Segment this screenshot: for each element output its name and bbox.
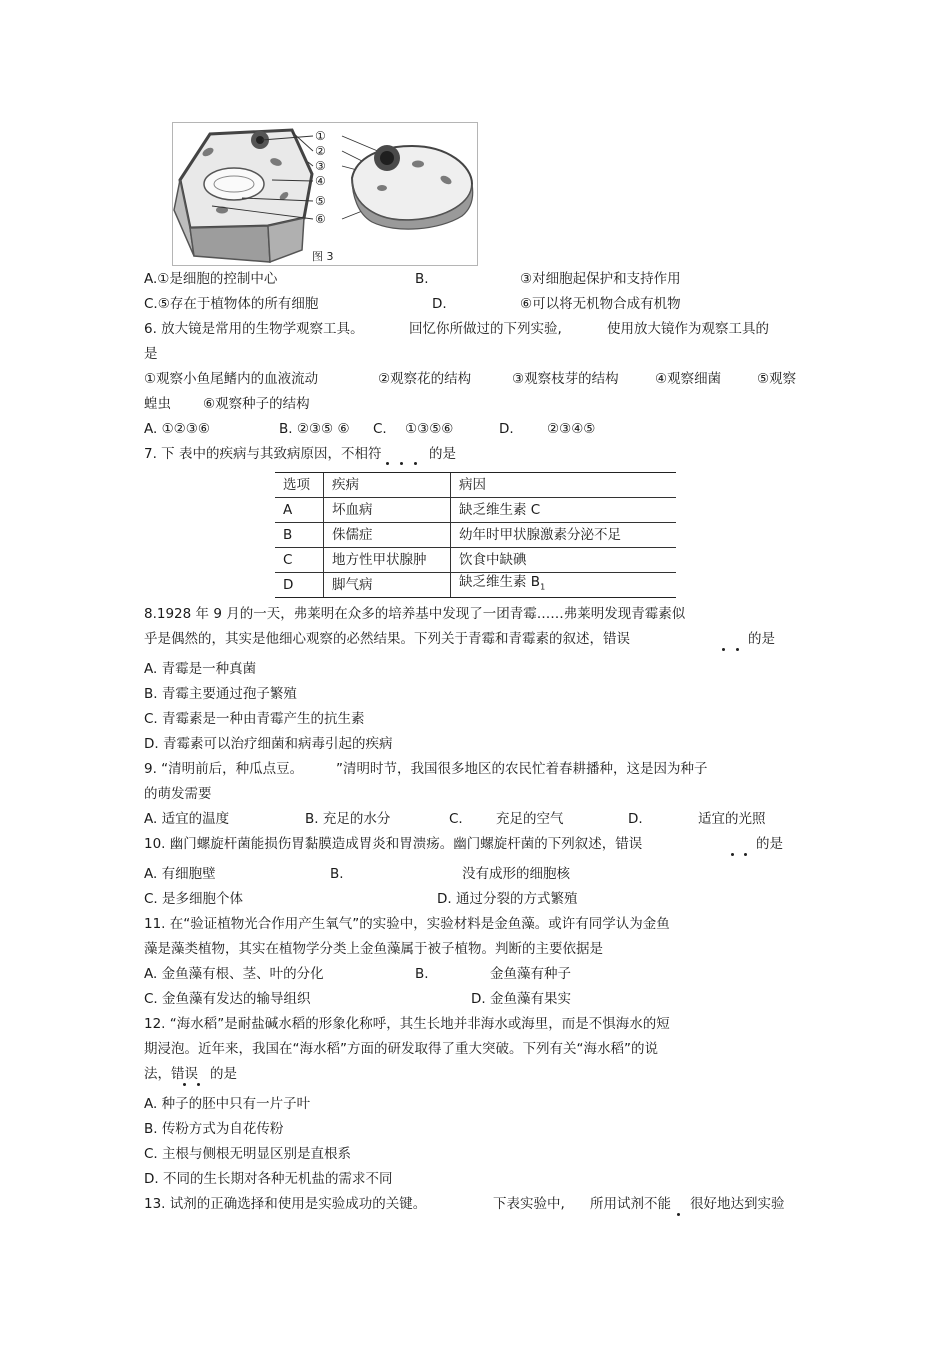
q9-stem-part1: 9. “清明前后，种瓜点豆。: [144, 761, 304, 777]
emphasis-dot: [197, 1083, 200, 1086]
q9-option-b: B. 充足的水分: [305, 811, 391, 827]
disease-cause-table: [275, 472, 676, 598]
q11-stem-line2: 藻是藻类植物，其实在植物学分类上金鱼藻属于被子植物。判断的主要依据是: [144, 941, 603, 957]
emphasis-dot: [386, 462, 389, 465]
table-row: [275, 548, 676, 573]
row-cause: 饮食中缺碘: [451, 548, 677, 573]
emphasis-dot: [744, 853, 747, 856]
emphasis-dot: [677, 1213, 680, 1216]
q6-option-c-letter: C.: [373, 421, 387, 437]
q9-stem-line2: 的萌发需要: [144, 786, 212, 802]
q9-option-d-letter: D.: [628, 811, 643, 827]
q7-stem: 7. 下 表中的疾病与其致病原因，不相符: [144, 446, 382, 462]
q10-option-b-letter: B.: [330, 866, 344, 882]
emphasis-dot: [400, 462, 403, 465]
table-row: [275, 573, 676, 598]
q8-option-d: D. 青霉素可以治疗细菌和病毒引起的疾病: [144, 736, 393, 752]
q5-option-a: A.①是细胞的控制中心: [144, 271, 278, 287]
q6-option-b: B. ②③⑤ ⑥: [279, 421, 350, 437]
q6-item-6: ⑥观察种子的结构: [203, 396, 310, 412]
table-row: [275, 498, 676, 523]
q9-option-d-text: 适宜的光照: [698, 811, 766, 827]
q10-stem-end: 的是: [756, 836, 783, 852]
table-header-row: [275, 473, 676, 498]
q5-option-d-text: ⑥可以将无机物合成有机物: [520, 296, 681, 312]
q8-option-c: C. 青霉素是一种由青霉产生的抗生素: [144, 711, 365, 727]
row-disease: 侏儒症: [324, 523, 451, 548]
q13-stem-part4: 很好地达到实验: [690, 1196, 785, 1212]
q8-stem-line1: 8.1928 年 9 月的一天，弗莱明在众多的培养基中发现了一团青霉……弗莱明发现青霉素似: [144, 606, 686, 622]
q5-option-b-text: ③对细胞起保护和支持作用: [520, 271, 681, 287]
q6-option-d-text: ②③④⑤: [547, 421, 596, 437]
row-cause: 缺乏维生素 C: [451, 498, 677, 523]
q10-option-b-text: 没有成形的细胞核: [462, 866, 570, 882]
row-disease: 地方性甲状腺肿: [324, 548, 451, 573]
q13-stem-part2: 下表实验中,: [493, 1196, 565, 1212]
q13-stem-part3: 所用试剂不能: [590, 1196, 671, 1212]
emphasis-dot: [722, 648, 725, 651]
header-cause: 病因: [451, 473, 677, 498]
q6-item-3: ③观察枝芽的结构: [512, 371, 619, 387]
q5-option-d-letter: D.: [432, 296, 447, 312]
q6-item-5-cont: 蝗虫: [144, 396, 171, 412]
q10-option-a: A. 有细胞壁: [144, 866, 216, 882]
figure-label-3: ③: [315, 159, 326, 173]
header-disease: 疾病: [324, 473, 451, 498]
q6-option-a: A. ①②③⑥: [144, 421, 210, 437]
row-cause: 幼年时甲状腺激素分泌不足: [451, 523, 677, 548]
figure-label-2: ②: [315, 144, 326, 158]
cell-structure-figure: [172, 122, 478, 266]
q13-stem-part1: 13. 试剂的正确选择和使用是实验成功的关键。: [144, 1196, 427, 1212]
q10-option-d: D. 通过分裂的方式繁殖: [437, 891, 578, 907]
q6-stem-part2: 回忆你所做过的下列实验,: [409, 321, 562, 337]
q6-item-5: ⑤观察: [757, 371, 797, 387]
row-cause: [451, 573, 677, 598]
q8-stem-line2: 乎是偶然的，其实是他细心观察的必然结果。下列关于青霉和青霉素的叙述，错误: [144, 631, 630, 647]
q12-option-c: C. 主根与侧根无明显区别是直根系: [144, 1146, 352, 1162]
emphasis-dot: [414, 462, 417, 465]
q5-option-c: C.⑤存在于植物体的所有细胞: [144, 296, 319, 312]
q9-stem-part2: ”清明时节，我国很多地区的农民忙着春耕播种，这是因为种子: [336, 761, 708, 777]
q12-stem-line3: 法，错误: [144, 1066, 198, 1082]
q8-option-b: B. 青霉主要通过孢子繁殖: [144, 686, 297, 702]
q12-stem-line2: 期浸泡。近年来，我国在“海水稻”方面的研发取得了重大突破。下列有关“海水稻”的说: [144, 1041, 658, 1057]
q11-stem-line1: 11. 在“验证植物光合作用产生氧气”的实验中，实验材料是金鱼藻。或许有同学认为金鱼: [144, 916, 670, 932]
emphasis-dot: [736, 648, 739, 651]
row-disease: 坏血病: [324, 498, 451, 523]
q9-option-c-text: 充足的空气: [496, 811, 564, 827]
row-option: D: [275, 573, 324, 598]
figure-label-4: ④: [315, 174, 326, 188]
q6-stem-part3: 使用放大镜作为观察工具的: [607, 321, 769, 337]
table-row: [275, 523, 676, 548]
q8-stem-end: 的是: [748, 631, 775, 647]
q11-option-a: A. 金鱼藻有根、茎、叶的分化: [144, 966, 324, 982]
q12-option-d: D. 不同的生长期对各种无机盐的需求不同: [144, 1171, 393, 1187]
q6-stem-line2: 是: [144, 346, 158, 362]
q10-stem: 10. 幽门螺旋杆菌能损伤胃黏膜造成胃炎和胃溃疡。幽门螺旋杆菌的下列叙述，错误: [144, 836, 643, 852]
q12-stem-line1: 12. “海水稻”是耐盐碱水稻的形象化称呼，其生长地并非海水或海里，而是不惧海水的短: [144, 1016, 670, 1032]
row-cause-text: 缺乏维生素 B: [459, 574, 541, 591]
q6-stem-part1: 6. 放大镜是常用的生物学观察工具。: [144, 321, 364, 337]
header-option: 选项: [275, 473, 324, 498]
q11-option-b-text: 金鱼藻有种子: [490, 966, 571, 982]
animal-cell-diagram: [352, 145, 473, 229]
q12-option-a: A. 种子的胚中只有一片子叶: [144, 1096, 311, 1112]
q11-option-b-letter: B.: [415, 966, 429, 982]
q8-option-a: A. 青霉是一种真菌: [144, 661, 257, 677]
vitamin-subscript: 1: [540, 582, 546, 592]
q12-option-b: B. 传粉方式为自花传粉: [144, 1121, 284, 1137]
row-option: A: [275, 498, 324, 523]
figure-caption: 图 3: [312, 250, 334, 263]
q11-option-c: C. 金鱼藻有发达的输导组织: [144, 991, 311, 1007]
row-disease: 脚气病: [324, 573, 451, 598]
q10-option-c: C. 是多细胞个体: [144, 891, 244, 907]
q9-option-a: A. 适宜的温度: [144, 811, 230, 827]
q6-option-c-text: ①③⑤⑥: [405, 421, 454, 437]
q7-stem-end: 的是: [429, 446, 456, 462]
q5-option-b-letter: B.: [415, 271, 429, 287]
row-option: B: [275, 523, 324, 548]
figure-label-1: ①: [315, 129, 326, 143]
q6-item-2: ②观察花的结构: [378, 371, 472, 387]
q6-option-d-letter: D.: [499, 421, 514, 437]
q12-stem-end: 的是: [210, 1066, 237, 1082]
q6-item-1: ①观察小鱼尾鳍内的血液流动: [144, 371, 319, 387]
figure-label-5: ⑤: [315, 194, 326, 208]
emphasis-dot: [731, 853, 734, 856]
q6-item-4: ④观察细菌: [655, 371, 722, 387]
q9-option-c-letter: C.: [449, 811, 463, 827]
row-option: C: [275, 548, 324, 573]
figure-label-6: ⑥: [315, 212, 326, 226]
emphasis-dot: [183, 1083, 186, 1086]
q11-option-d: D. 金鱼藻有果实: [471, 991, 571, 1007]
